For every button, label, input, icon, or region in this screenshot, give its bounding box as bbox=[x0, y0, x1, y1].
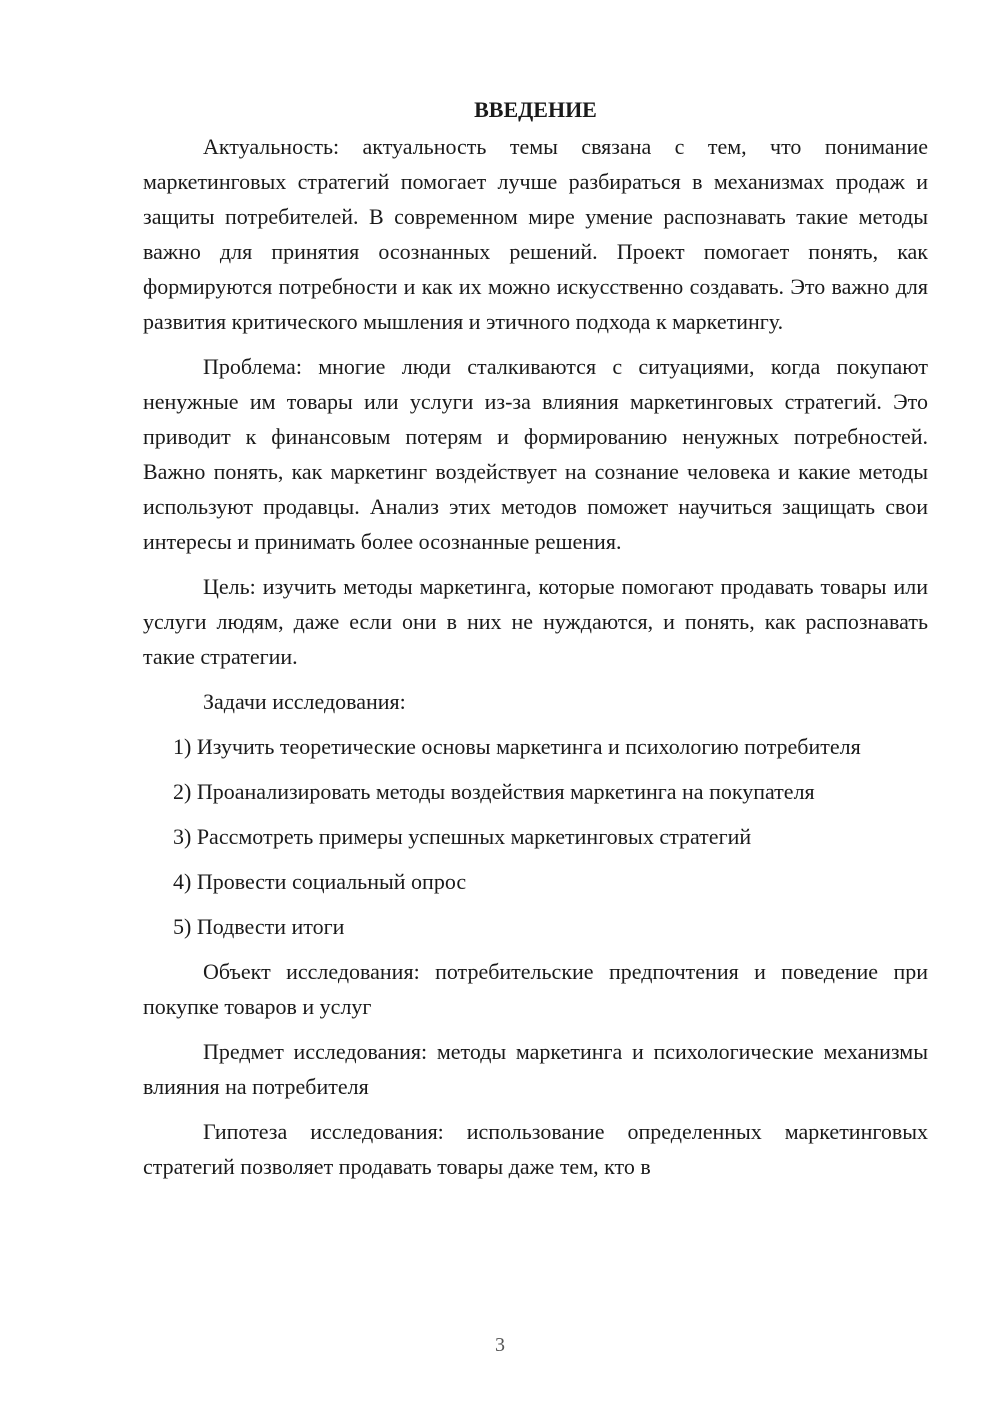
paragraph-relevance: Актуальность: актуальность темы связана с тем, что понимание маркетинговых стратегий помогает лучше разбираться в механизмах продаж и защиты потребителей. В современном мире умение распознавать такие методы важно для принятия осознанных решений. Проект помогает понять, как формируются потребности и как их можно искусственно создавать. Это важно для развития критического мышления и этичного подхода к маркетингу. bbox=[143, 134, 928, 334]
section-heading: ВВЕДЕНИЕ bbox=[474, 97, 597, 122]
task-item: 5) Подвести итоги bbox=[173, 914, 345, 939]
page-number: 3 bbox=[495, 1334, 505, 1356]
task-item: 4) Провести социальный опрос bbox=[173, 869, 467, 894]
paragraph-subject: Предмет исследования: методы маркетинга и психологические механизмы влияния на потребителя bbox=[143, 1039, 928, 1099]
paragraph-problem: Проблема: многие люди сталкиваются с ситуациями, когда покупают ненужные им товары или услуги из-за влияния маркетинговых стратегий. Это приводит к финансовым потерям и формированию ненужных потребностей. Важно понять, как маркетинг воздействует на сознание человека и какие методы используют продавцы. Анализ этих методов поможет научиться защищать свои интересы и принимать более осознанные решения. bbox=[143, 354, 928, 554]
task-item: 2) Проанализировать методы воздействия маркетинга на покупателя bbox=[173, 779, 815, 804]
tasks-title: Задачи исследования: bbox=[203, 689, 406, 714]
task-item: 3) Рассмотреть примеры успешных маркетинговых стратегий bbox=[173, 824, 752, 849]
page-content bbox=[143, 92, 928, 1194]
paragraph-hypothesis: Гипотеза исследования: использование определенных маркетинговых стратегий позволяет продавать товары даже тем, кто в bbox=[143, 1119, 928, 1179]
paragraph-object: Объект исследования: потребительские предпочтения и поведение при покупке товаров и услуг bbox=[143, 959, 928, 1019]
task-item: 1) Изучить теоретические основы маркетинга и психологию потребителя bbox=[173, 734, 861, 759]
paragraph-goal: Цель: изучить методы маркетинга, которые помогают продавать товары или услуги людям, даже если они в них не нуждаются, и понять, как распознавать такие стратегии. bbox=[143, 574, 928, 669]
